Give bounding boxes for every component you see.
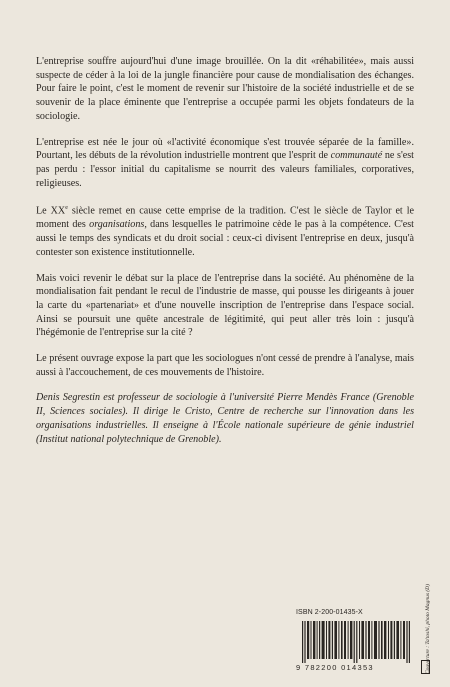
paragraph-3-emphasis: organisations (89, 219, 145, 231)
paragraph-2-emphasis: communauté (330, 150, 383, 162)
bio-institute: Institut national polytechnique de Grenoble (39, 433, 216, 445)
edition-code-box (421, 660, 430, 674)
bio-affiliation: Grenoble II, Sciences sociales (36, 392, 414, 418)
paragraph-3-part-a: Le XX (36, 205, 66, 217)
bio-part-c: ). Il dirige le Cristo, Centre de recherche sur l'innovation dans les organisations industrielles. Il enseigne à l'École nationale supérieure de génie industriel ( (36, 406, 414, 445)
cover-credit-text: Couverture : Ta'toshi, photo Magnus (D) (425, 584, 431, 674)
barcode-digits: 9 782200 014353 (296, 663, 374, 672)
paragraph-5: Le présent ouvrage expose la part que les sociologues n'ont cessé de prendre à l'analyse, mais aussi à l'accouchement, de ces mouvements de l'histoire. (36, 353, 414, 378)
bio-part-a: Denis Segrestin est professeur de sociologie à l'université Pierre Mendès France ( (36, 392, 377, 404)
blurb-text (36, 55, 414, 458)
century-superscript: e (65, 205, 68, 212)
paragraph-3-part-c: , dans lesquelles le patrimoine cède le pas à la compétence. C'est aussi le temps des syndicats et du droit social : ceux-ci divisent l'entreprise en deux, jusqu'à contester son existence institutionnelle. (36, 219, 414, 258)
paragraph-2 (36, 136, 414, 191)
paragraph-2-part-b: ne s'est pas perdu : l'essor initial du capitalisme se nourrit des valeurs familiales, corporatives, religieuses. (36, 150, 414, 189)
barcode-icon (302, 621, 410, 663)
paragraph-4: Mais voici revenir le débat sur la place de l'entreprise dans la société. Au phénomène de la mondialisation fait pendant le recul de l'industrie de masse, qui pousse les dirigeants à jouer la carte du «partenariat» et d'une nouvelle inscription de l'entreprise dans l'espace social. Ainsi se poursuit une quête ancestrale de légitimité, qui peut aller très loin : jusqu'à l'hégémonie de l'entreprise sur la cité ? (36, 272, 414, 339)
paragraph-3 (36, 202, 414, 259)
isbn-label: ISBN 2-200-01435-X (296, 609, 363, 616)
paragraph-3-part-b: siècle remet en cause cette emprise de la tradition. C'est le siècle de Taylor et le moment des (36, 205, 414, 231)
paragraph-1: L'entreprise souffre aujourd'hui d'une image brouillée. On la dit «réhabilitée», mais aussi suspecte de céder à la loi de la jungle financière pour cause de mondialisation des échanges. Pour faire le point, c'est le moment de revenir sur l'histoire de la société industrielle et de se souvenir de la place éminente que l'entreprise a occupée parmi les objets fondateurs de la sociologie. (36, 56, 414, 122)
paragraph-2-part-a: L'entreprise est née le jour où «l'activité économique s'est trouvée séparée de la famille». Pourtant, les débuts de la révolution industrielle montrent que l'esprit de (36, 136, 414, 162)
author-bio (36, 391, 414, 446)
isbn-block (296, 609, 416, 673)
bio-part-e: ). (215, 433, 222, 445)
